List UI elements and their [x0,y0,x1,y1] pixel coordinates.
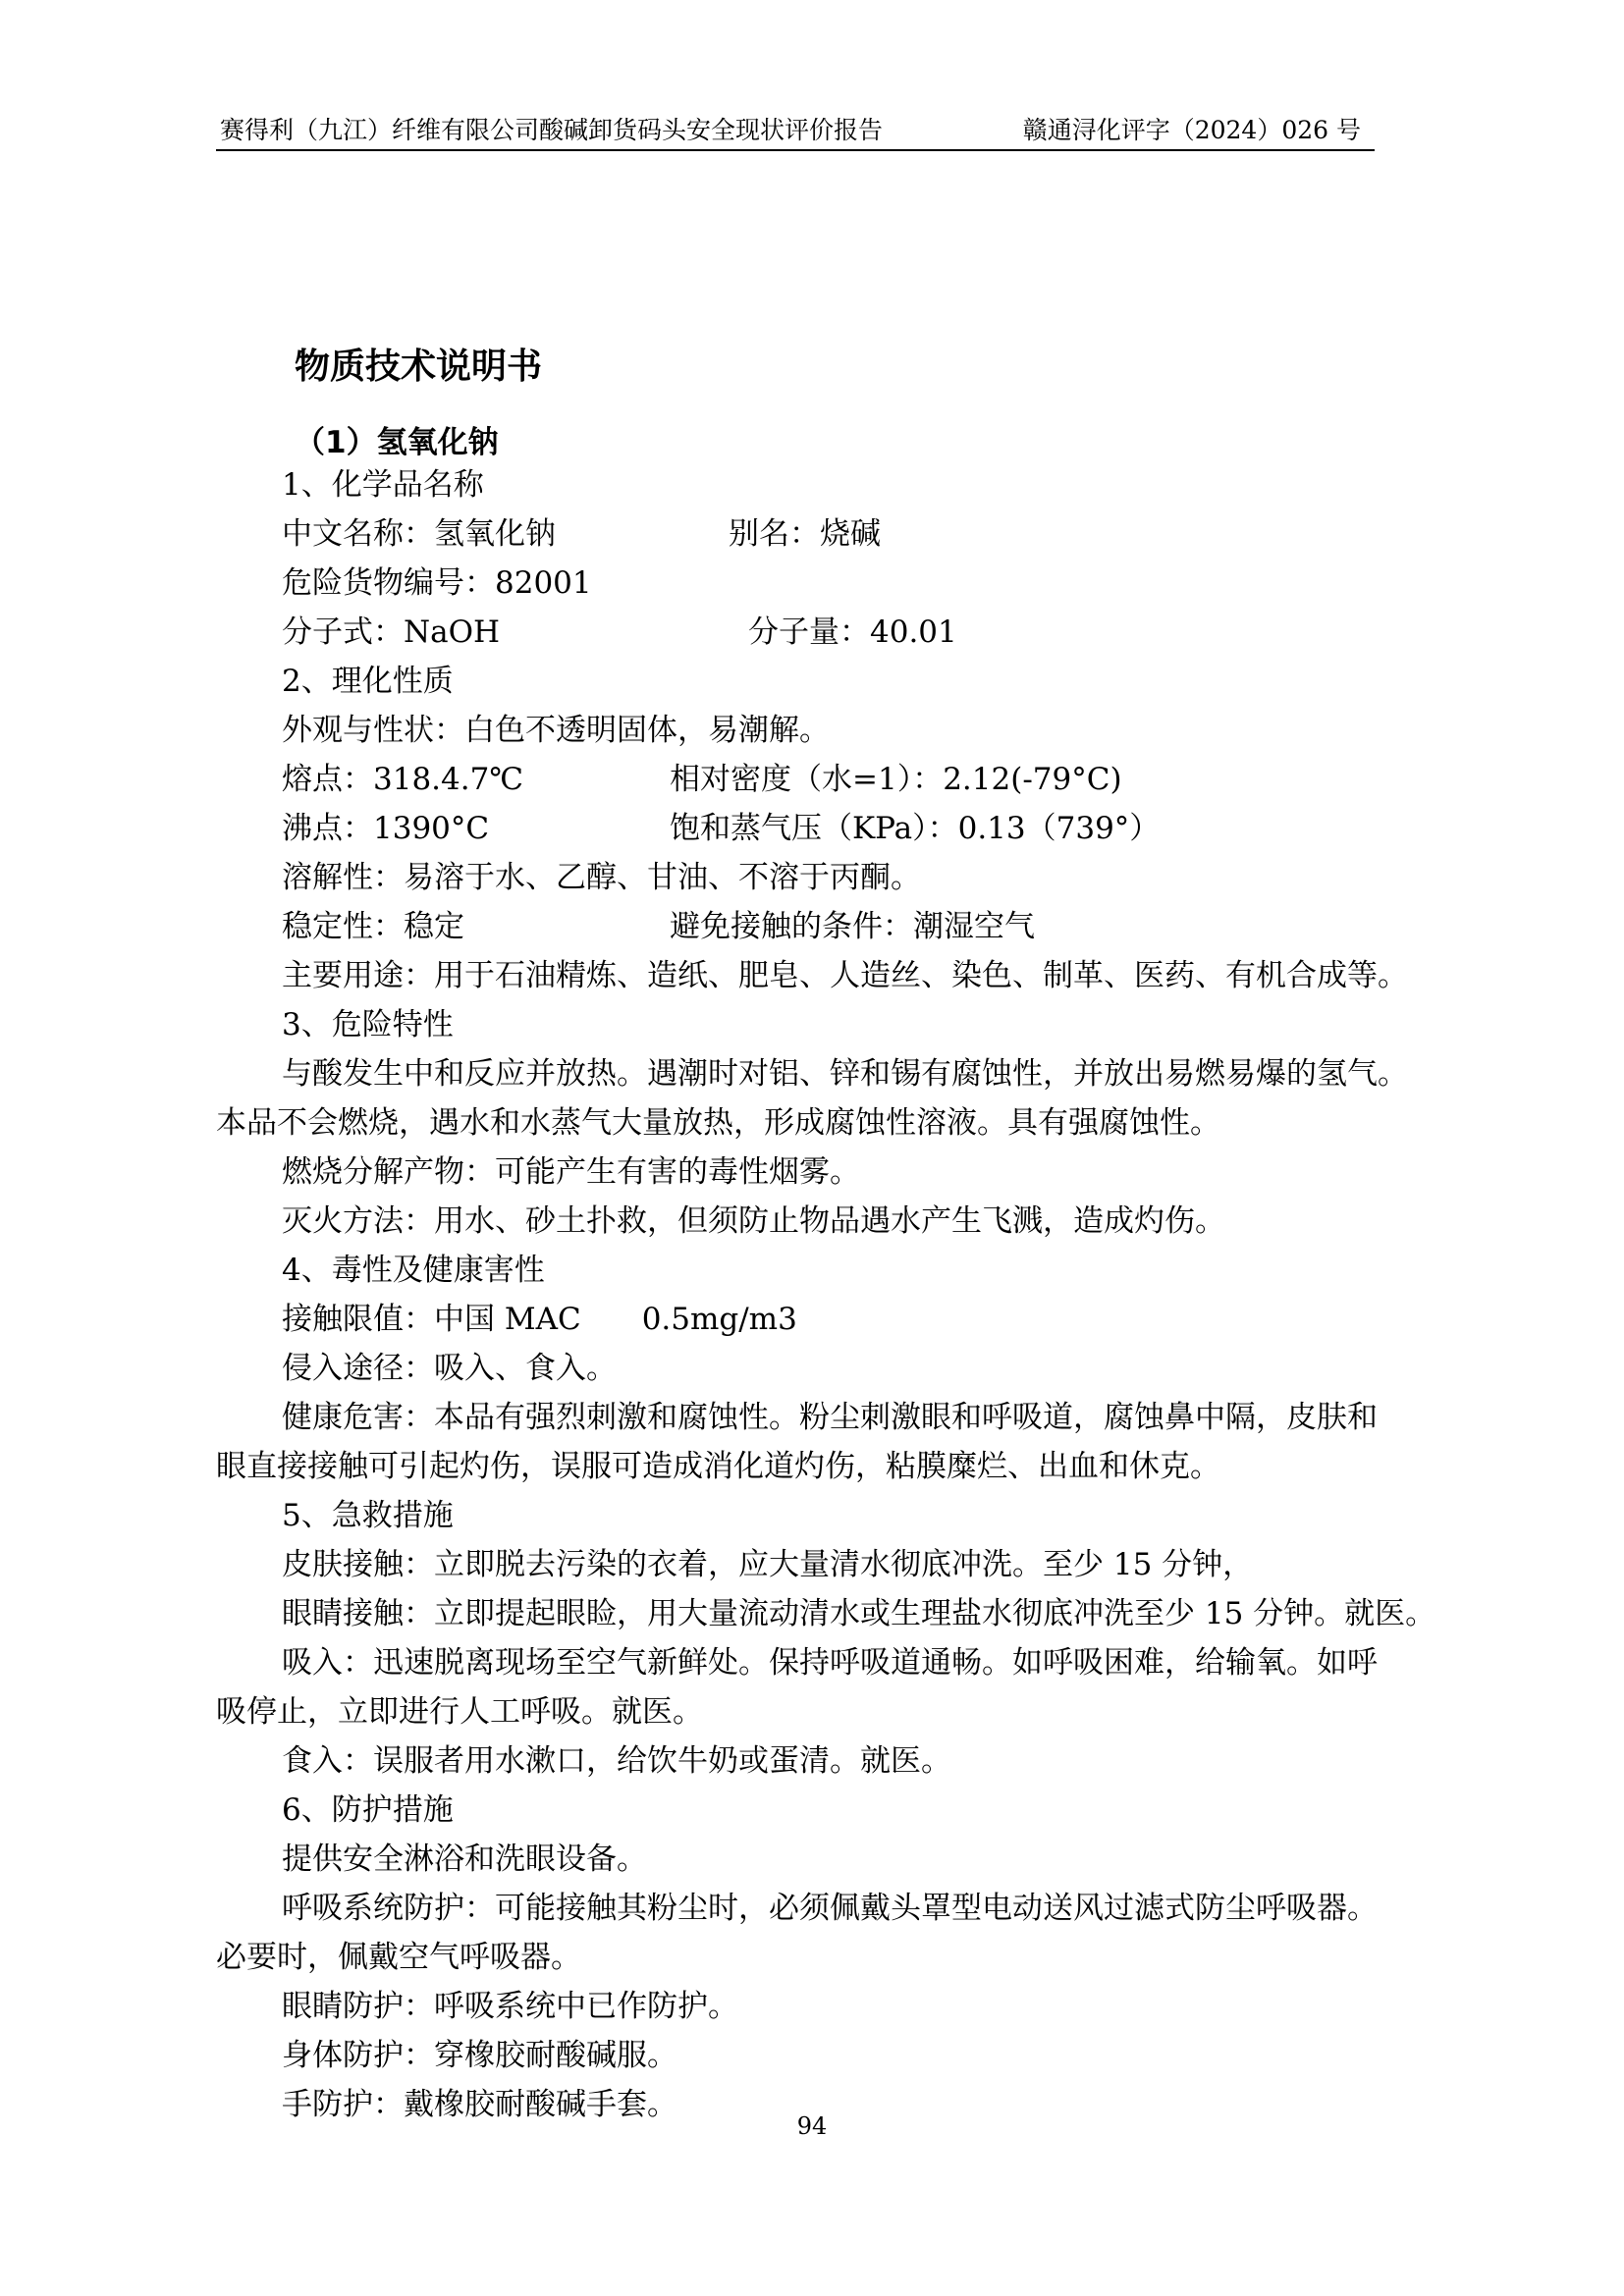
exposure-limit: 接触限值：中国 MAC 0.5mg/m3 [282,1302,797,1337]
section-heading: 1、化学品名称 [282,467,484,503]
stability-line [282,907,1035,946]
document-title: 物质技术说明书 [295,347,543,387]
main-uses: 主要用途：用于石油精炼、造纸、肥皂、人造丝、染色、制革、医药、有机合成等。 [282,958,1408,993]
hand-protection: 手防护：戴橡胶耐酸碱手套。 [282,2087,677,2122]
health-hazard-line: 健康危害：本品有强烈刺激和腐蚀性。粉尘刺激眼和呼吸道，腐蚀鼻中隔，皮肤和 [282,1400,1378,1435]
extinguishing-method: 灭火方法：用水、砂土扑救，但须防止物品遇水产生飞溅，造成灼伤。 [282,1203,1225,1239]
boiling-point: 沸点：1390°C [282,811,490,846]
section-heading: 5、急救措施 [282,1498,454,1533]
substance-heading: （1）氢氧化钠 [295,425,499,460]
header-report-title: 赛得利（九江）纤维有限公司酸碱卸货码头安全现状评价报告 [220,116,884,144]
cn-name-line [282,514,881,554]
skin-contact: 皮肤接触：立即脱去污染的衣着，应大量清水彻底冲洗。至少 15 分钟， [282,1547,1254,1582]
section-heading: 6、防护措施 [282,1792,454,1828]
melting-point: 熔点：318.4.7℃ [282,762,524,797]
relative-density: 相对密度（水=1）：2.12(-79°C) [670,762,1122,797]
health-hazard-line: 眼直接接触可引起灼伤，误服可造成消化道灼伤，粘膜糜烂、出血和休克。 [216,1449,1220,1484]
inhalation-line: 吸停止，立即进行人工呼吸。就医。 [216,1694,703,1730]
conditions-to-avoid: 避免接触的条件：潮湿空气 [670,909,1035,944]
hazard-paragraph-line: 与酸发生中和反应并放热。遇潮时对铝、锌和锡有腐蚀性，并放出易燃易爆的氢气。 [282,1056,1408,1092]
appearance: 外观与性状：白色不透明固体，易潮解。 [282,713,830,748]
cn-name: 中文名称：氢氧化钠 [282,516,556,552]
combustion-products: 燃烧分解产物：可能产生有害的毒性烟雾。 [282,1154,860,1190]
section-heading: 4、毒性及健康害性 [282,1253,545,1288]
inhalation-line: 吸入：迅速脱离现场至空气新鲜处。保持呼吸道通畅。如呼吸困难，给输氧。如呼 [282,1645,1378,1681]
stability: 稳定性：稳定 [282,909,464,944]
safety-shower: 提供安全淋浴和洗眼设备。 [282,1842,647,1877]
exposure-route: 侵入途径：吸入、食入。 [282,1351,617,1386]
header-report-number: 赣通浔化评字（2024）026 号 [1022,116,1361,144]
eye-protection: 眼睛防护：呼吸系统中已作防护。 [282,1989,738,2024]
molecular-weight: 分子量：40.01 [748,614,957,650]
section-heading: 3、危险特性 [282,1007,454,1042]
molecular-formula: 分子式：NaOH [282,614,501,650]
melting-point-line [282,760,1122,799]
formula-line [282,613,957,652]
hazard-paragraph-line: 本品不会燃烧，遇水和水蒸气大量放热，形成腐蚀性溶液。具有强腐蚀性。 [216,1105,1220,1141]
body-protection: 身体防护：穿橡胶耐酸碱服。 [282,2038,677,2073]
boiling-point-line [282,809,1161,848]
page-number: 94 [796,2112,828,2140]
page-header [216,110,1375,151]
eye-contact: 眼睛接触：立即提起眼睑，用大量流动清水或生理盐水彻底冲洗至少 15 分钟。就医。 [282,1596,1436,1631]
alias: 别名：烧碱 [729,516,881,552]
respiratory-protection-line: 必要时，佩戴空气呼吸器。 [216,1940,581,1975]
ingestion: 食入：误服者用水漱口，给饮牛奶或蛋清。就医。 [282,1743,951,1779]
vapor-pressure: 饱和蒸气压（KPa）：0.13（739°） [670,811,1161,846]
solubility: 溶解性：易溶于水、乙醇、甘油、不溶于丙酮。 [282,860,921,895]
un-number: 危险货物编号：82001 [282,565,592,601]
respiratory-protection-line: 呼吸系统防护：可能接触其粉尘时，必须佩戴头罩型电动送风过滤式防尘呼吸器。 [282,1891,1378,1926]
section-heading: 2、理化性质 [282,664,454,699]
